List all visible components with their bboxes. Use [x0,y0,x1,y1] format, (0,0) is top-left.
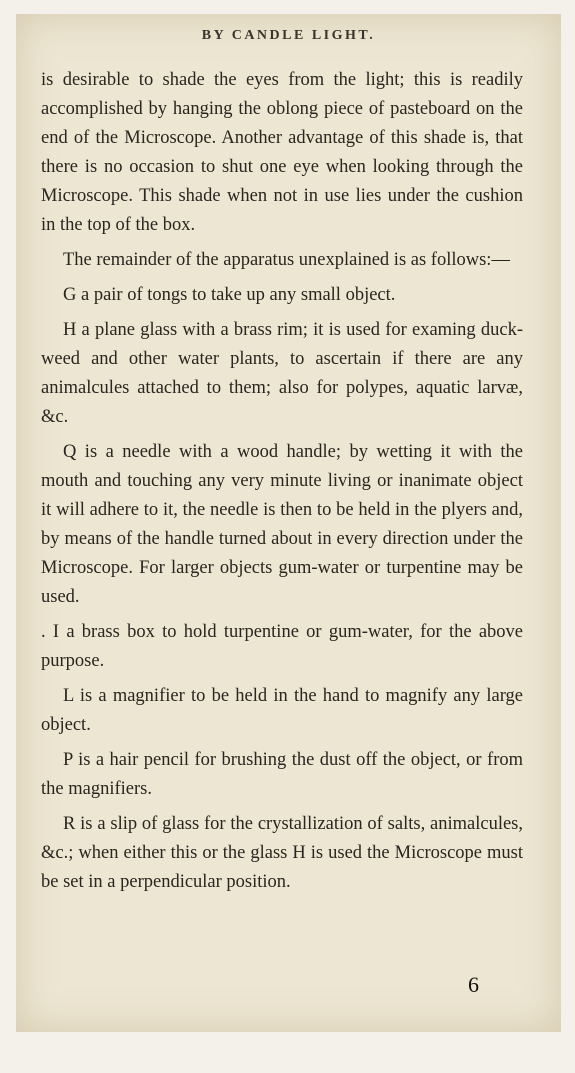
paragraph-item-i: . I a brass box to hold turpentine or gum-water, for the above purpose. [41,622,523,671]
paragraph-item-r: R is a slip of glass for the crystallization of salts, animalcules, &c.; when either this or the glass H is used the Microscope must be set in a perpendicular position. [41,814,523,892]
page-body [41,66,523,903]
book-page [16,14,561,1032]
paragraph-item-h: H a plane glass with a brass rim; it is used for examing duck-weed and other water plants, to ascertain if there are any animalcules attached to them; also for polypes, aquatic larvæ, &c. [41,320,523,427]
running-header: BY CANDLE LIGHT. [201,28,376,43]
paragraph-item-q: Q is a needle with a wood handle; by wetting it with the mouth and touching any very minute living or inanimate object it will adhere to it, the needle is then to be held in the plyers and, by means of the handle turned about in every direction under the Microscope. For larger objects gum-water or turpentine may be used. [41,442,523,607]
paragraph-1: is desirable to shade the eyes from the light; this is readily accomplished by hanging the oblong piece of pasteboard on the end of the Microscope. Another advantage of this shade is, that there is no occasion to shut one eye when looking through the Microscope. This shade when not in use lies under the cushion in the top of the box. [41,70,523,235]
paragraph-2: The remainder of the apparatus unexplained is as follows:— [63,250,510,270]
page-number: 6 [468,972,479,997]
paragraph-item-g: G a pair of tongs to take up any small object. [63,285,396,305]
paragraph-item-p: P is a hair pencil for brushing the dust off the object, or from the magnifiers. [41,750,523,799]
paragraph-item-l: L is a magnifier to be held in the hand to magnify any large object. [41,686,523,735]
